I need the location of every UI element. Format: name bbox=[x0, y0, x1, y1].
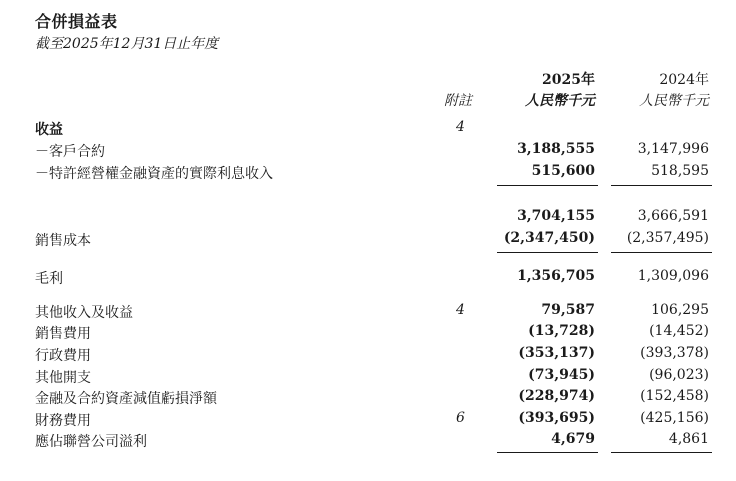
row-value-2025: (228,974) bbox=[518, 388, 595, 404]
subtotal-rule-2025-mid bbox=[497, 252, 598, 253]
row-value-2025: 3,704,155 bbox=[517, 208, 595, 224]
row-label: 金融及合約資產減值虧損淨額 bbox=[35, 391, 217, 407]
column-header-note: 附註 bbox=[444, 93, 472, 109]
table-row bbox=[0, 388, 736, 409]
table-row bbox=[0, 268, 736, 289]
table-row bbox=[0, 230, 736, 251]
subtotal-rule-2024-top bbox=[611, 185, 712, 186]
row-label: －特許經營權金融資產的實際利息收入 bbox=[35, 166, 273, 182]
row-value-2024: 4,861 bbox=[668, 431, 709, 447]
row-label: 其他開支 bbox=[35, 370, 91, 386]
row-label: 財務費用 bbox=[35, 413, 91, 429]
row-label: 其他收入及收益 bbox=[35, 305, 133, 321]
row-value-2024: (393,378) bbox=[640, 345, 709, 361]
row-value-2025: 515,600 bbox=[531, 163, 595, 179]
table-row bbox=[0, 119, 736, 140]
row-value-2025: 4,679 bbox=[551, 431, 595, 447]
row-value-2025: (393,695) bbox=[518, 410, 595, 426]
column-header-2025-year: 2025年 bbox=[542, 72, 595, 88]
subtotal-rule-2024-bottom bbox=[611, 452, 712, 453]
row-value-2025: (2,347,450) bbox=[503, 230, 595, 246]
row-value-2024: 3,147,996 bbox=[637, 141, 709, 157]
row-value-2024: 1,309,096 bbox=[637, 268, 709, 284]
row-value-2024: (425,156) bbox=[640, 410, 709, 426]
row-value-2024: 3,666,591 bbox=[637, 208, 709, 224]
row-value-2025: 1,356,705 bbox=[517, 268, 595, 284]
statement-period: 截至2025年12月31日止年度 bbox=[35, 36, 219, 52]
row-note: 6 bbox=[456, 410, 465, 426]
row-note: 4 bbox=[456, 302, 465, 318]
row-value-2024: (2,357,495) bbox=[626, 230, 709, 246]
row-note: 4 bbox=[456, 119, 465, 135]
row-value-2024: (14,452) bbox=[649, 323, 709, 339]
table-row bbox=[0, 163, 736, 184]
row-label: 銷售費用 bbox=[35, 326, 91, 342]
row-value-2025: (13,728) bbox=[528, 323, 595, 339]
row-value-2025: (353,137) bbox=[518, 345, 595, 361]
row-label: 銷售成本 bbox=[35, 233, 91, 249]
table-row bbox=[0, 367, 736, 388]
table-row bbox=[0, 323, 736, 344]
table-row bbox=[0, 431, 736, 452]
row-value-2024: (96,023) bbox=[649, 367, 709, 383]
table-row bbox=[0, 208, 736, 229]
row-value-2024: (152,458) bbox=[640, 388, 709, 404]
row-value-2025: 3,188,555 bbox=[517, 141, 595, 157]
column-header-2024-year: 2024年 bbox=[659, 72, 709, 88]
row-label: 行政費用 bbox=[35, 348, 91, 364]
row-value-2025: 79,587 bbox=[541, 302, 595, 318]
table-row bbox=[0, 141, 736, 162]
row-value-2025: (73,945) bbox=[528, 367, 595, 383]
row-label: 收益 bbox=[35, 122, 63, 138]
column-header-2024-unit: 人民幣千元 bbox=[639, 93, 709, 109]
row-label: 應佔聯營公司溢利 bbox=[35, 434, 147, 450]
subtotal-rule-2025-bottom bbox=[497, 452, 598, 453]
row-label: －客戶合約 bbox=[35, 144, 105, 160]
table-row bbox=[0, 410, 736, 431]
table-row bbox=[0, 345, 736, 366]
statement-title: 合併損益表 bbox=[35, 12, 118, 31]
row-value-2024: 106,295 bbox=[651, 302, 709, 318]
subtotal-rule-2024-mid bbox=[611, 252, 712, 253]
row-label: 毛利 bbox=[35, 271, 63, 287]
row-value-2024: 518,595 bbox=[651, 163, 709, 179]
subtotal-rule-2025-top bbox=[497, 185, 598, 186]
column-header-2025-unit: 人民幣千元 bbox=[525, 93, 595, 109]
table-row bbox=[0, 302, 736, 323]
